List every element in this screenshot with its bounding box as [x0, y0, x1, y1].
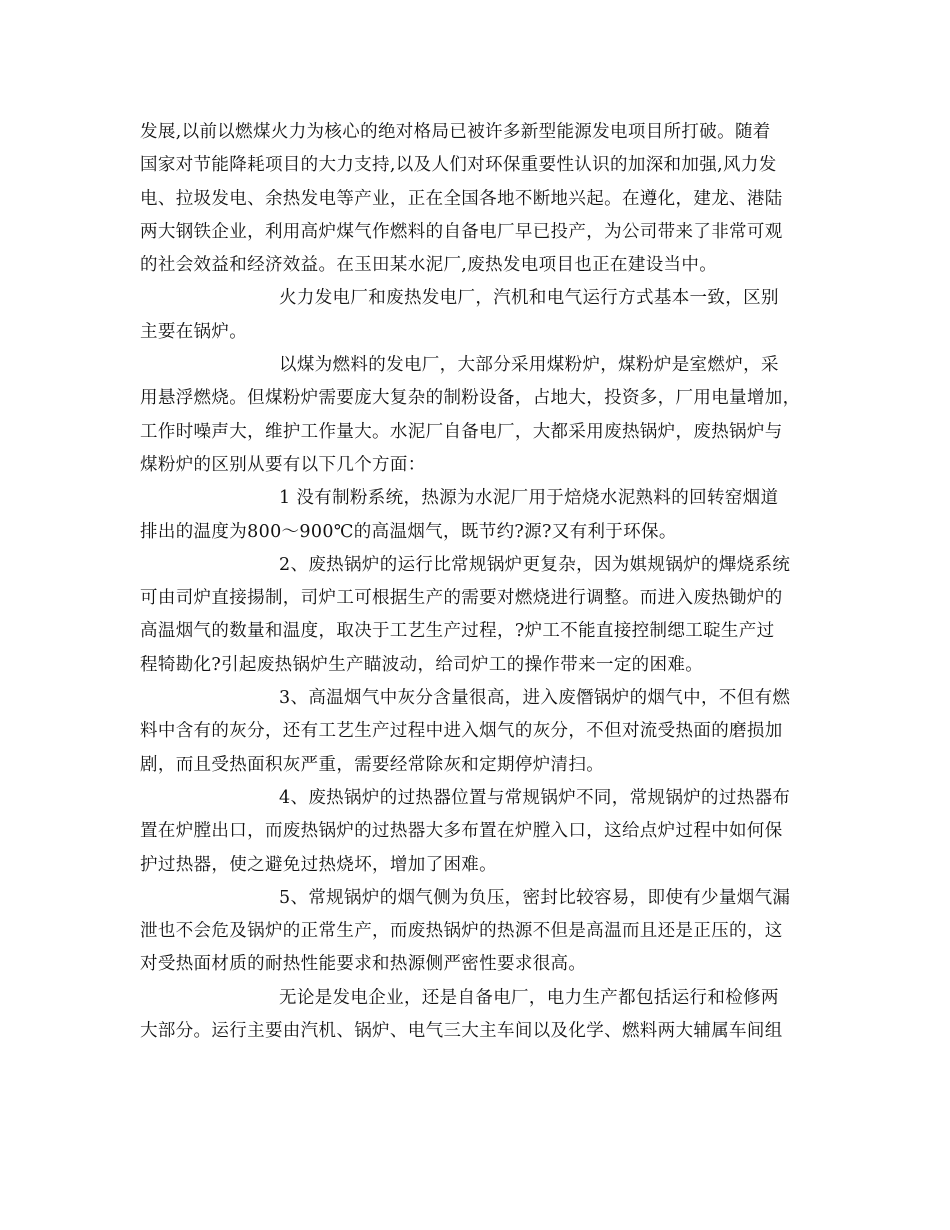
text-line: 料中含有的灰分，还有工艺生产过程中进入烟气的灰分，不但对流受热面的磨损加 [140, 721, 783, 742]
text-line: 可由司炉直接揚制，司炉工可根据生产的需要对燃烧进行调整。而进入废热锄炉的 [140, 588, 783, 609]
text-line: 煤粉炉的区别从要有以下几个方面： [140, 454, 426, 475]
list-item-first-line: 4、废热锅炉的过热器位置与常规锅炉不同，常规锅炉的过热器布 [279, 787, 791, 808]
text-line: 剧，而且受热面积灰严重，需要经常除灰和定期停炉清扫。 [140, 754, 605, 775]
list-item-first-line: 3、高温烟气中灰分含量很高，进入废僭锅炉的烟气中，不但有燃 [279, 688, 791, 709]
text-line: 对受热面材质的耐热性能要求和热源侧严密性要求很高。 [140, 954, 587, 975]
paragraph-first-line: 以煤为燃料的发电厂，大部分采用煤粉炉，煤粉炉是室燃炉，采 [279, 355, 779, 376]
list-item-first-line: 1 没有制粉系统，热源为水泥厂用于焙烧水泥熟料的回转窑烟道 [279, 488, 779, 509]
text-line: 用悬浮燃烧。但煤粉炉需要庞大复杂的制粉设备，占地大，投资多，厂用电量增加， [140, 388, 801, 409]
text-line: 泄也不会危及锅炉的正常生产，而废热锅炉的热源不但是高温而且还是正压的，这 [140, 921, 783, 942]
text-line: 置在炉膛出口，而废热锅炉的过热器大多布置在炉膛入口，这给点炉过程中如何保 [140, 821, 783, 842]
text-line: 两大钢铁企业，利用高炉煤气作燃料的自备电厂早已投产，为公司带来了非常可观 [140, 221, 783, 242]
text-line: 高温烟气的数量和温度，取决于工艺生产过程，?炉工不能直接控制缌工聢生产过 [140, 621, 775, 642]
text-line: 工作时噪声大，维护工作量大。水泥厂自备电厂，大都采用废热锅炉，废热锅炉与 [140, 421, 783, 442]
text-line: 程犄勘化?引起废热锅炉生产瞄波动，给司炉工的操作带来一定的困难。 [140, 654, 704, 675]
paragraph-first-line: 无论是发电企业，还是自备电厂，电力生产都包括运行和检修两 [279, 987, 779, 1008]
text-line: 的社会效益和经济效益。在玉田某水泥厂,废热发电项目也正在建设当中。 [140, 255, 718, 276]
list-item-first-line: 2、废热锅炉的运行比常规锅炉更复杂，因为娸规锅炉的熚烧系统 [279, 554, 791, 575]
document-body [140, 116, 812, 1048]
text-line: 护过热器，使之避免过热烧坏，增加了困难。 [140, 854, 497, 875]
text-line: 发展,以前以燃煤火力为核心的绝对格局已被许多新型能源发电项目所打破。随着 [140, 122, 771, 142]
paragraph-first-line: 火力发电厂和废热发电厂，汽机和电气运行方式基本一致，区别 [279, 288, 779, 309]
text-line: 主要在锅炉。 [140, 321, 248, 342]
list-item-first-line: 5、常规锅炉的烟气侧为负压，密封比较容易，即使有少量烟气漏 [279, 887, 791, 908]
text-line: 大部分。运行主要由汽机、锅炉、电气三大主车间以及化学、燃料两大辅属车间组 [140, 1021, 783, 1042]
text-line: 国家对节能降耗项目的大力支持,以及人们对环保重要性认识的加深和加强,风力发 [140, 155, 777, 176]
text-line: 电、拉圾发电、余热发电等产业，正在全国各地不断地兴起。在遵化，建龙、港陆 [140, 188, 783, 209]
text-line: 排出的温度为800～900℃的高温烟气，既节约?源?又有利于环保。 [140, 521, 677, 542]
